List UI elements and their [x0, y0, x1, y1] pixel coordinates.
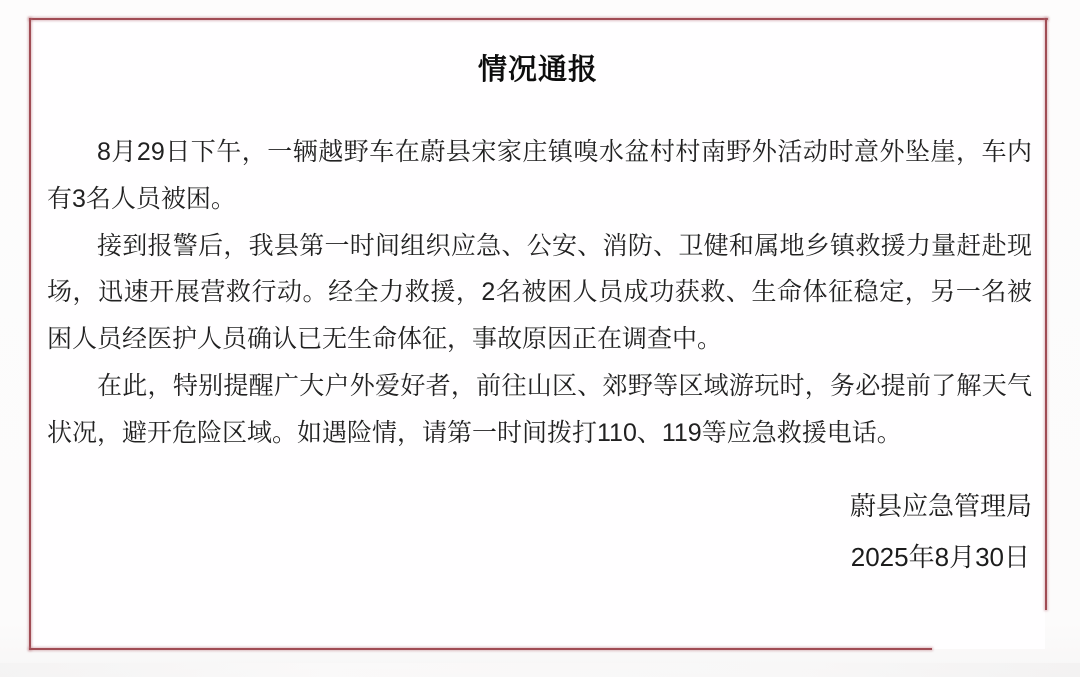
issuer-signature: 蔚县应急管理局	[849, 491, 1032, 521]
frame-border-left	[29, 18, 31, 650]
notice-paragraph-reminder: 在此，特别提醒广大户外爱好者，前往山区、郊野等区域游玩时，务必提前了解天气状况，避开危险区域。如遇险情，请第一时间拨打110、119等应急救援电话。	[47, 371, 1032, 447]
notice-body	[47, 129, 1032, 457]
issue-date: 2025年8月30日	[850, 542, 1030, 572]
notice-paragraph-incident: 8月29日下午，一辆越野车在蔚县宋家庄镇嗅水盆村村南野外活动时意外坠崖，车内有3名人员被困。	[47, 138, 1032, 213]
frame-border-top	[29, 18, 1048, 20]
notice-title: 情况通报	[477, 54, 598, 86]
frame-border-bottom	[29, 648, 932, 650]
frame-border-right	[1045, 18, 1047, 610]
scan-smudge	[0, 663, 1080, 677]
notice-paragraph-rescue: 接到报警后，我县第一时间组织应急、公安、消防、卫健和属地乡镇救援力量赶赴现场，迅速开展营救行动。经全力救援，2名被困人员成功获救、生命体征稳定，另一名被困人员经医护人员确认已无生命体征，事故原因正在调查中。	[47, 231, 1032, 354]
